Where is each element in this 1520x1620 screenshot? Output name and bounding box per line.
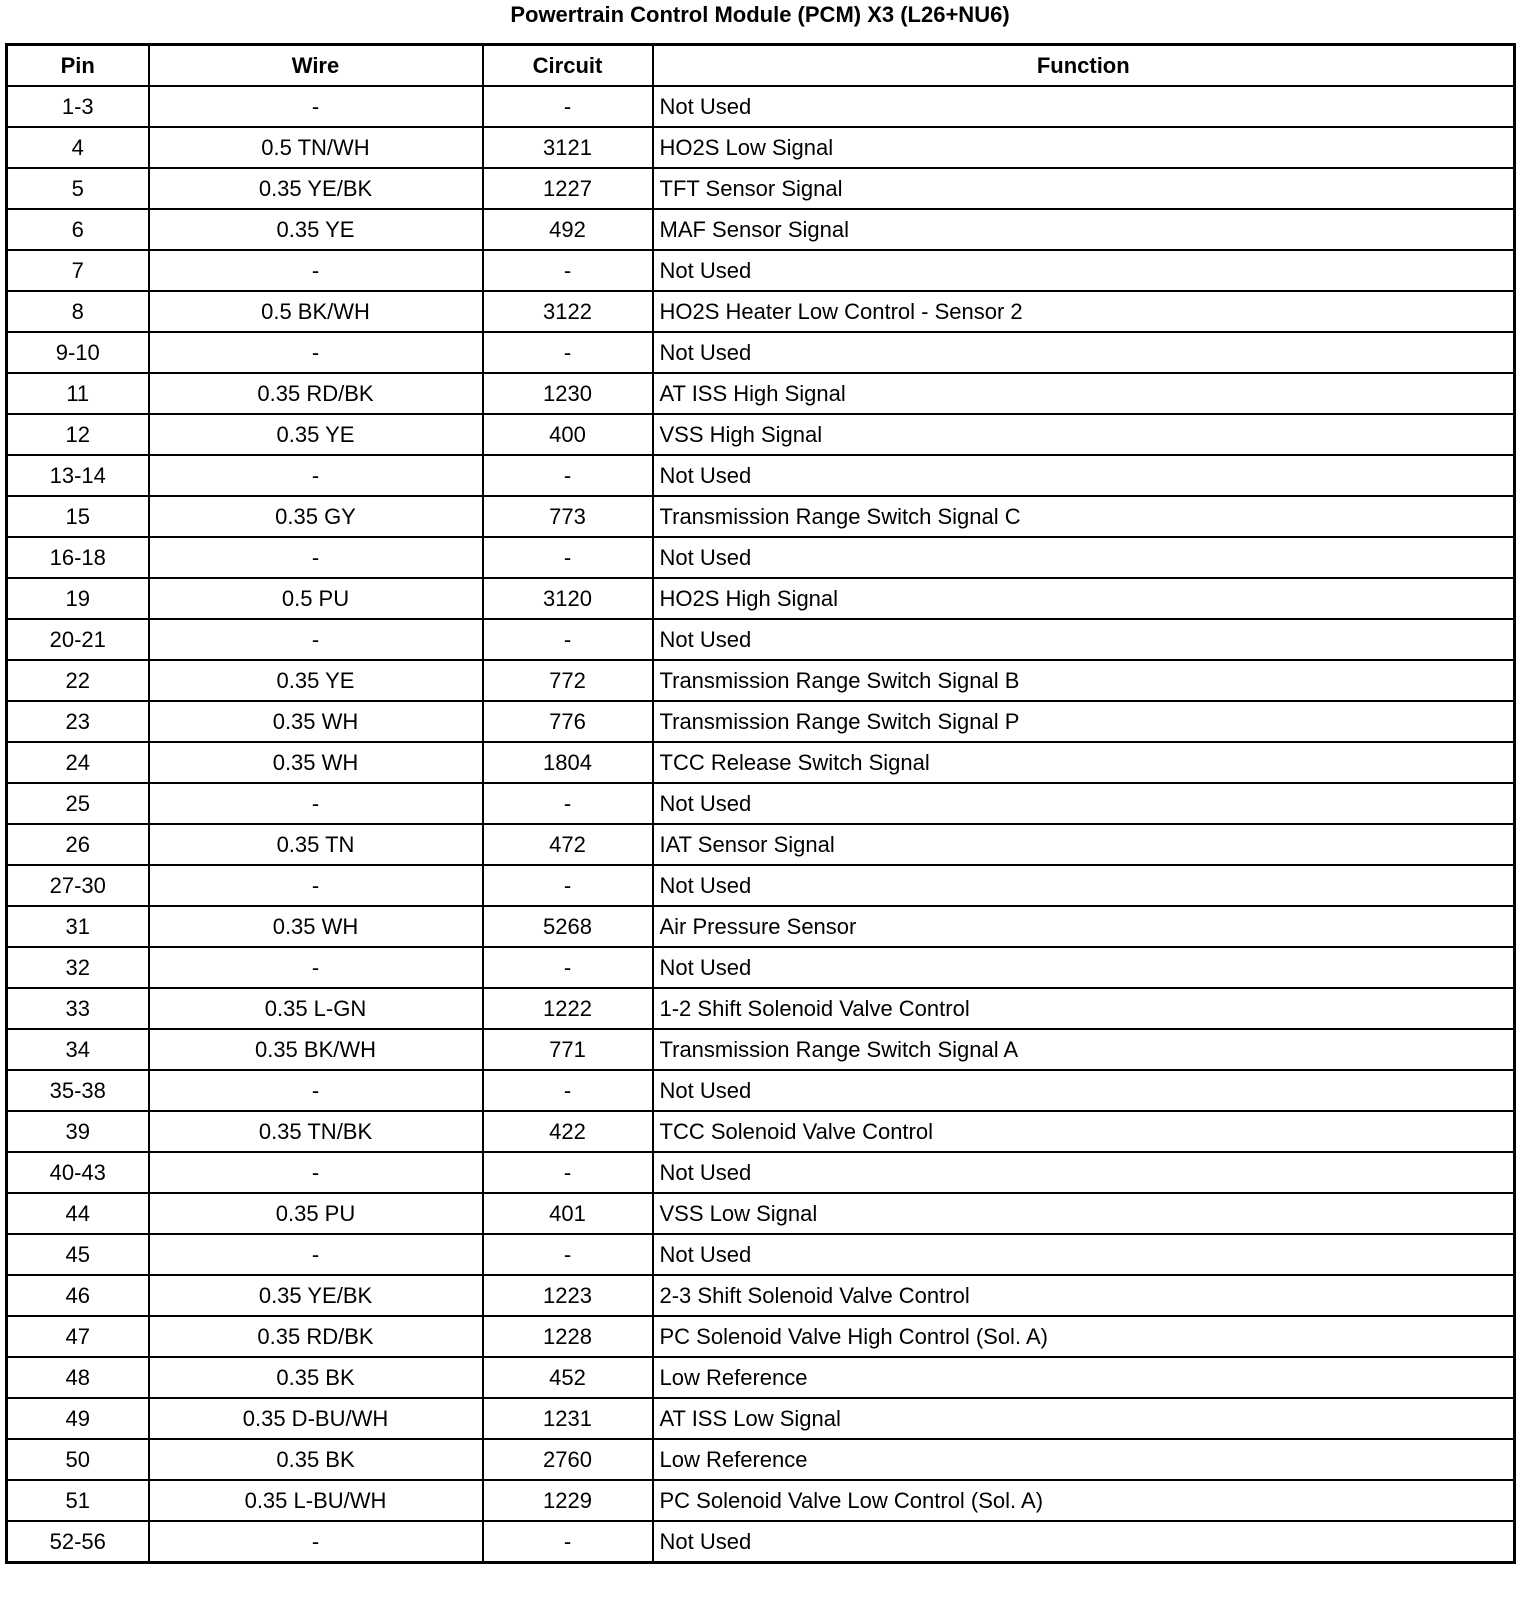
function-cell: TFT Sensor Signal (653, 168, 1515, 209)
pin-cell: 19 (7, 578, 149, 619)
wire-cell: - (149, 947, 483, 988)
function-cell: HO2S Low Signal (653, 127, 1515, 168)
wire-cell: - (149, 537, 483, 578)
circuit-cell: 3122 (483, 291, 653, 332)
table-header (7, 45, 1515, 87)
circuit-cell: 771 (483, 1029, 653, 1070)
pin-cell: 45 (7, 1234, 149, 1275)
function-cell: Not Used (653, 1521, 1515, 1563)
wire-cell: - (149, 332, 483, 373)
pin-cell: 24 (7, 742, 149, 783)
function-cell: Air Pressure Sensor (653, 906, 1515, 947)
table-row (7, 455, 1515, 496)
circuit-cell: 492 (483, 209, 653, 250)
table-row (7, 660, 1515, 701)
table-row (7, 1029, 1515, 1070)
pin-cell: 20-21 (7, 619, 149, 660)
wire-cell: 0.35 RD/BK (149, 373, 483, 414)
circuit-cell: - (483, 250, 653, 291)
table-row (7, 1316, 1515, 1357)
table-row (7, 332, 1515, 373)
function-cell: TCC Solenoid Valve Control (653, 1111, 1515, 1152)
pin-cell: 1-3 (7, 86, 149, 127)
table-row (7, 1070, 1515, 1111)
table-body (7, 86, 1515, 1563)
pin-cell: 5 (7, 168, 149, 209)
function-cell: MAF Sensor Signal (653, 209, 1515, 250)
circuit-cell: - (483, 783, 653, 824)
table-row (7, 578, 1515, 619)
table-row (7, 1357, 1515, 1398)
pin-cell: 13-14 (7, 455, 149, 496)
table-row (7, 496, 1515, 537)
pinout-table (5, 43, 1516, 1564)
function-cell: 2-3 Shift Solenoid Valve Control (653, 1275, 1515, 1316)
function-cell: IAT Sensor Signal (653, 824, 1515, 865)
circuit-cell: 400 (483, 414, 653, 455)
wire-cell: 0.5 PU (149, 578, 483, 619)
circuit-cell: - (483, 619, 653, 660)
wire-cell: - (149, 86, 483, 127)
pin-cell: 40-43 (7, 1152, 149, 1193)
circuit-cell: 776 (483, 701, 653, 742)
table-row (7, 1439, 1515, 1480)
pin-cell: 12 (7, 414, 149, 455)
circuit-cell: - (483, 1070, 653, 1111)
wire-cell: 0.35 WH (149, 701, 483, 742)
wire-cell: 0.35 D-BU/WH (149, 1398, 483, 1439)
pin-cell: 52-56 (7, 1521, 149, 1563)
circuit-cell: 1223 (483, 1275, 653, 1316)
pin-cell: 35-38 (7, 1070, 149, 1111)
wire-cell: 0.35 L-GN (149, 988, 483, 1029)
table-row (7, 1398, 1515, 1439)
circuit-cell: 422 (483, 1111, 653, 1152)
pin-cell: 33 (7, 988, 149, 1029)
circuit-cell: 452 (483, 1357, 653, 1398)
table-row (7, 619, 1515, 660)
wire-cell: 0.35 BK (149, 1357, 483, 1398)
pin-cell: 15 (7, 496, 149, 537)
function-cell: VSS High Signal (653, 414, 1515, 455)
function-cell: Not Used (653, 783, 1515, 824)
function-cell: Not Used (653, 455, 1515, 496)
function-cell: Not Used (653, 619, 1515, 660)
wire-cell: 0.35 L-BU/WH (149, 1480, 483, 1521)
function-cell: Not Used (653, 250, 1515, 291)
circuit-cell: 1227 (483, 168, 653, 209)
wire-cell: 0.35 WH (149, 906, 483, 947)
pin-cell: 48 (7, 1357, 149, 1398)
table-row (7, 1275, 1515, 1316)
pin-cell: 8 (7, 291, 149, 332)
table-row (7, 1480, 1515, 1521)
table-row (7, 86, 1515, 127)
circuit-cell: - (483, 332, 653, 373)
circuit-cell: 2760 (483, 1439, 653, 1480)
circuit-cell: - (483, 455, 653, 496)
pin-cell: 50 (7, 1439, 149, 1480)
table-row (7, 1193, 1515, 1234)
table-row (7, 373, 1515, 414)
header-row (7, 45, 1515, 87)
wire-cell: - (149, 1521, 483, 1563)
pin-cell: 51 (7, 1480, 149, 1521)
wire-cell: 0.35 TN/BK (149, 1111, 483, 1152)
function-cell: Not Used (653, 1234, 1515, 1275)
column-header-wire: Wire (149, 45, 483, 87)
circuit-cell: - (483, 1234, 653, 1275)
pin-cell: 31 (7, 906, 149, 947)
circuit-cell: 773 (483, 496, 653, 537)
column-header-circuit: Circuit (483, 45, 653, 87)
pin-cell: 4 (7, 127, 149, 168)
pin-cell: 32 (7, 947, 149, 988)
wire-cell: 0.35 BK/WH (149, 1029, 483, 1070)
table-title: Powertrain Control Module (PCM) X3 (L26+NU6) (510, 2, 1010, 27)
column-header-function: Function (653, 45, 1515, 87)
table-row (7, 988, 1515, 1029)
table-row (7, 414, 1515, 455)
circuit-cell: 472 (483, 824, 653, 865)
pin-cell: 46 (7, 1275, 149, 1316)
function-cell: Transmission Range Switch Signal C (653, 496, 1515, 537)
pin-cell: 23 (7, 701, 149, 742)
wire-cell: - (149, 1234, 483, 1275)
table-row (7, 1111, 1515, 1152)
circuit-cell: - (483, 537, 653, 578)
table-row (7, 783, 1515, 824)
pin-cell: 22 (7, 660, 149, 701)
table-row (7, 250, 1515, 291)
wire-cell: 0.35 YE/BK (149, 168, 483, 209)
function-cell: Not Used (653, 332, 1515, 373)
function-cell: Transmission Range Switch Signal B (653, 660, 1515, 701)
circuit-cell: 5268 (483, 906, 653, 947)
wire-cell: 0.35 GY (149, 496, 483, 537)
table-row (7, 1152, 1515, 1193)
circuit-cell: - (483, 86, 653, 127)
circuit-cell: - (483, 865, 653, 906)
pin-cell: 34 (7, 1029, 149, 1070)
wire-cell: - (149, 1152, 483, 1193)
pin-cell: 27-30 (7, 865, 149, 906)
wire-cell: - (149, 250, 483, 291)
wire-cell: - (149, 865, 483, 906)
circuit-cell: - (483, 947, 653, 988)
pin-cell: 49 (7, 1398, 149, 1439)
circuit-cell: 3120 (483, 578, 653, 619)
function-cell: Low Reference (653, 1439, 1515, 1480)
table-row (7, 291, 1515, 332)
wire-cell: 0.35 TN (149, 824, 483, 865)
function-cell: VSS Low Signal (653, 1193, 1515, 1234)
wire-cell: - (149, 455, 483, 496)
wire-cell: 0.35 RD/BK (149, 1316, 483, 1357)
pin-cell: 7 (7, 250, 149, 291)
pin-cell: 44 (7, 1193, 149, 1234)
table-row (7, 742, 1515, 783)
table-row (7, 209, 1515, 250)
column-header-pin: Pin (7, 45, 149, 87)
circuit-cell: 1804 (483, 742, 653, 783)
circuit-cell: 1230 (483, 373, 653, 414)
circuit-cell: 1222 (483, 988, 653, 1029)
function-cell: Not Used (653, 865, 1515, 906)
table-row (7, 906, 1515, 947)
circuit-cell: 1231 (483, 1398, 653, 1439)
circuit-cell: 1228 (483, 1316, 653, 1357)
function-cell: Transmission Range Switch Signal A (653, 1029, 1515, 1070)
wire-cell: - (149, 619, 483, 660)
circuit-cell: 3121 (483, 127, 653, 168)
pin-cell: 39 (7, 1111, 149, 1152)
function-cell: Transmission Range Switch Signal P (653, 701, 1515, 742)
pin-cell: 6 (7, 209, 149, 250)
table-row (7, 701, 1515, 742)
circuit-cell: 401 (483, 1193, 653, 1234)
wire-cell: 0.35 PU (149, 1193, 483, 1234)
wire-cell: 0.35 YE (149, 660, 483, 701)
wire-cell: - (149, 783, 483, 824)
table-row (7, 127, 1515, 168)
wire-cell: 0.35 YE (149, 209, 483, 250)
function-cell: HO2S Heater Low Control - Sensor 2 (653, 291, 1515, 332)
function-cell: TCC Release Switch Signal (653, 742, 1515, 783)
table-row (7, 1521, 1515, 1563)
wire-cell: 0.5 TN/WH (149, 127, 483, 168)
function-cell: Not Used (653, 1070, 1515, 1111)
function-cell: 1-2 Shift Solenoid Valve Control (653, 988, 1515, 1029)
function-cell: PC Solenoid Valve High Control (Sol. A) (653, 1316, 1515, 1357)
table-row (7, 1234, 1515, 1275)
function-cell: Not Used (653, 86, 1515, 127)
circuit-cell: 772 (483, 660, 653, 701)
function-cell: AT ISS Low Signal (653, 1398, 1515, 1439)
function-cell: HO2S High Signal (653, 578, 1515, 619)
wire-cell: 0.35 BK (149, 1439, 483, 1480)
pin-cell: 9-10 (7, 332, 149, 373)
function-cell: Not Used (653, 537, 1515, 578)
wire-cell: - (149, 1070, 483, 1111)
circuit-cell: 1229 (483, 1480, 653, 1521)
pin-cell: 11 (7, 373, 149, 414)
table-row (7, 537, 1515, 578)
pin-cell: 26 (7, 824, 149, 865)
table-row (7, 824, 1515, 865)
function-cell: Low Reference (653, 1357, 1515, 1398)
table-row (7, 168, 1515, 209)
pin-cell: 25 (7, 783, 149, 824)
pin-cell: 47 (7, 1316, 149, 1357)
wire-cell: 0.35 YE/BK (149, 1275, 483, 1316)
circuit-cell: - (483, 1521, 653, 1563)
pin-cell: 16-18 (7, 537, 149, 578)
function-cell: AT ISS High Signal (653, 373, 1515, 414)
function-cell: Not Used (653, 1152, 1515, 1193)
table-row (7, 865, 1515, 906)
table-row (7, 947, 1515, 988)
wire-cell: 0.35 YE (149, 414, 483, 455)
wire-cell: 0.5 BK/WH (149, 291, 483, 332)
wire-cell: 0.35 WH (149, 742, 483, 783)
function-cell: PC Solenoid Valve Low Control (Sol. A) (653, 1480, 1515, 1521)
function-cell: Not Used (653, 947, 1515, 988)
circuit-cell: - (483, 1152, 653, 1193)
